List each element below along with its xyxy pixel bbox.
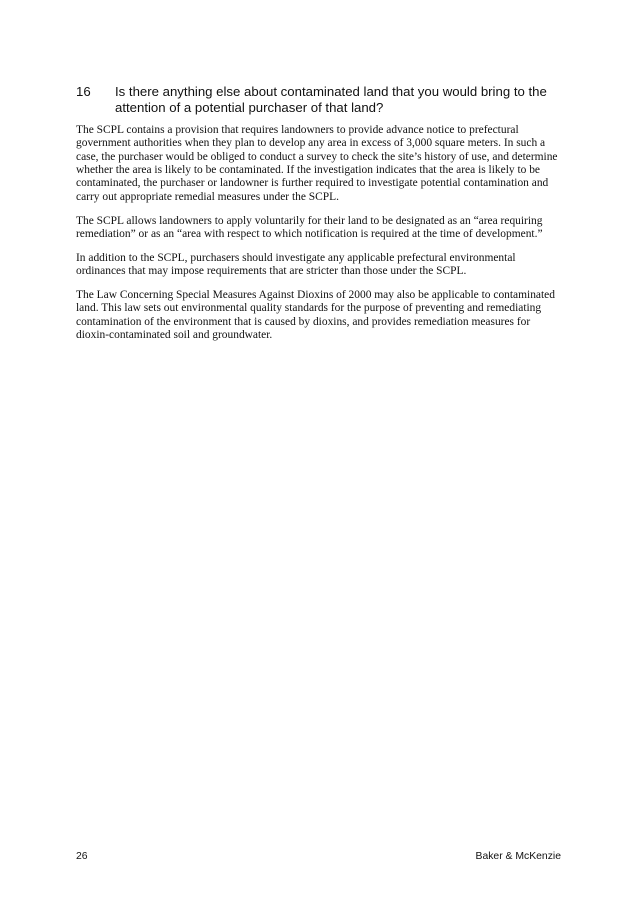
- page-number: 26: [76, 851, 88, 862]
- answer-body: [76, 124, 566, 353]
- footer-firm-name: Baker & McKenzie: [475, 851, 561, 862]
- answer-paragraph-2: The SCPL allows landowners to apply voluntarily for their land to be designated as an “area requiring remediation” or as an “area with respect to which notification is required at the time of development.”: [76, 214, 543, 240]
- question-number: 16: [76, 84, 91, 99]
- question-heading: [76, 84, 566, 115]
- answer-paragraph-3: In addition to the SCPL, purchasers should investigate any applicable prefectural environmental ordinances that may impose requirements that are stricter than those under the SCPL.: [76, 251, 516, 278]
- answer-paragraph-4: The Law Concerning Special Measures Against Dioxins of 2000 may also be applicable to contaminated land. This law sets out environmental quality standards for the purpose of preventing and remediating contamination of the environment that is caused by dioxins, and provides remediation measures for dioxin-contaminated soil and groundwater.: [76, 288, 555, 341]
- question-title: Is there anything else about contaminated land that you would bring to the attention of a potential purchaser of that land?: [115, 84, 547, 115]
- answer-paragraph-1: The SCPL contains a provision that requires landowners to provide advance notice to prefectural government authorities when they plan to develop any area in excess of 3,000 square meters. In such a case, the purchaser would be obliged to conduct a survey to check the site’s history of use, and determine whether the area is likely to be contaminated. If the investigation indicates that the area is likely to be contaminated, the purchaser or landowner is further required to investigate potential contamination and carry out appropriate remedial measures under the SCPL.: [76, 124, 558, 203]
